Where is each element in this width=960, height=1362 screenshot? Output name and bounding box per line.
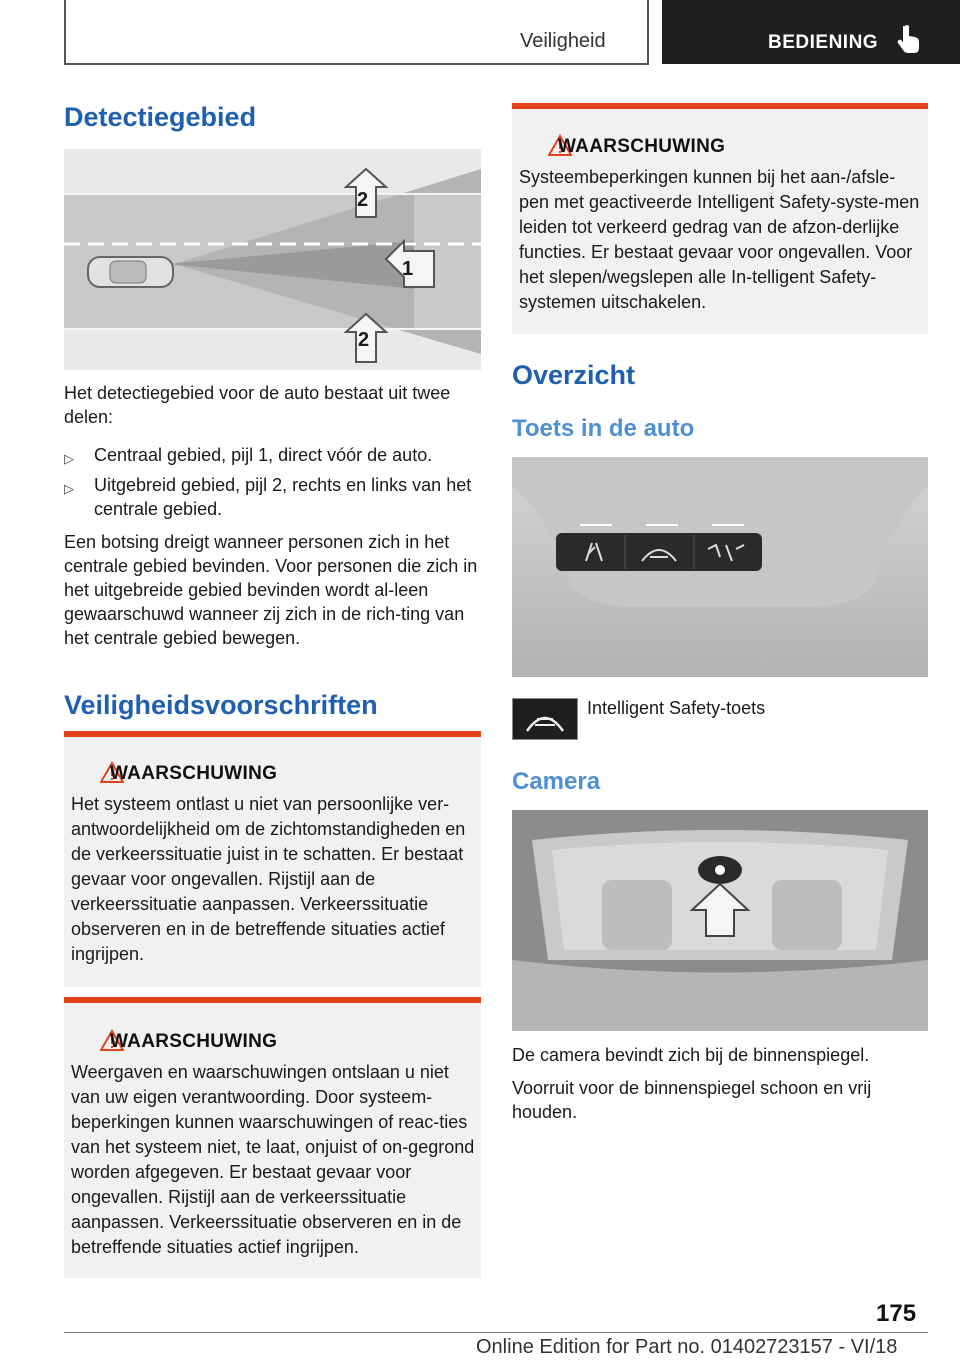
car-front-icon [513,699,577,739]
footer-rule [64,1332,928,1333]
camera-photo [512,810,928,1031]
page-number: 175 [876,1300,917,1327]
warning-text: Weergaven en waarschuwingen ontslaan u niet van uw eigen verantwoording. Door systeem-beperkingen kunnen waarschuwingen of reac-ties van het systeem niet, te laat, onjuist of on-gegrond worden afgegeven. Er bestaat gevaar voor ongevallen. Rijstijl aan de verkeerssituatie aanpassen. Verkeerssituatie observeren en in de betreffende situaties actief ingrijpen. [71,1062,475,1257]
header-section-title: Veiligheid [520,30,606,52]
header-rule [64,63,649,65]
heading-toets-in-de-auto: Toets in de auto [512,415,695,442]
intro-paragraph: Het detectiegebied voor de auto bestaat uit twee delen: [64,383,451,427]
heading-veiligheidsvoorschriften: Veiligheidsvoorschriften [64,690,378,720]
detection-area-figure [64,149,481,370]
detection-area-diagram [64,149,481,370]
button-panel-photo [512,457,928,677]
heading-detectiegebied: Detectiegebied [64,102,257,132]
warning-text: Het systeem ontlast u niet van persoonlijke ver-antwoordelijkheid om de zichtomstandigheden en de verkeerssituatie juist in te schatten. Er bestaat gevaar voor ongevallen. Rijstijl aan de verkeerssituatie aanpassen. Verkeerssituatie observeren en in de betreffende situaties actief ingrijpen. [71,794,466,964]
button-caption: Intelligent Safety-toets [587,698,766,718]
bullet-triangle-icon: ▷ [64,451,74,466]
hand-pointer-icon [896,24,922,54]
heading-overzicht: Overzicht [512,360,636,390]
warning-title: WAARSCHUWING [558,136,726,157]
camera-illustration [512,810,928,1031]
header-border-right [647,0,649,64]
warning-title: WAARSCHUWING [110,763,278,784]
arrow-label-top: 2 [357,189,369,211]
footer-edition: Online Edition for Part no. 01402723157 - VI/18 [476,1336,898,1358]
list-item [64,443,481,467]
header-tab-label: BEDIENING [768,32,879,53]
warning-box-2 [64,997,481,1278]
button-panel-illustration [512,457,928,677]
list-item-text: Centraal gebied, pijl 1, direct vóór de auto. [94,445,433,465]
heading-camera: Camera [512,768,601,795]
warning-text: Systeembeperkingen kunnen bij het aan-/afsle-pen met geactiveerde Intelligent Safety-syste-men leiden tot verkeerd gedrag van de afzon-derlijke functies. Er bestaat gevaar voor ongevallen. Voor het slepen/wegslepen alle In-telligent Safety-systemen uitschakelen. [519,167,920,312]
warning-title: WAARSCHUWING [110,1031,278,1052]
camera-paragraph-2: Voorruit voor de binnenspiegel schoon en vrij houden. [512,1078,872,1122]
bullet-triangle-icon: ▷ [64,481,74,496]
list-item-text: Uitgebreid gebied, pijl 2, rechts en links van het centrale gebied. [94,475,472,519]
intelligent-safety-button-icon [512,698,578,740]
arrow-label-middle: 1 [402,258,414,280]
list-item [64,473,481,521]
warning-box-3 [512,103,928,334]
header-border-left [64,0,66,64]
arrow-label-bottom: 2 [358,329,370,351]
warning-box-1 [64,731,481,987]
collision-paragraph: Een botsing dreigt wanneer personen zich in het centrale gebied bevinden. Voor personen die zich in het uitgebreide gebied bevinden wordt al-leen gewaarschuwd wanneer zij zich in de rich-ting van het centrale gebied bewegen. [64,532,478,648]
camera-paragraph-1: De camera bevindt zich bij de binnenspiegel. [512,1045,870,1065]
